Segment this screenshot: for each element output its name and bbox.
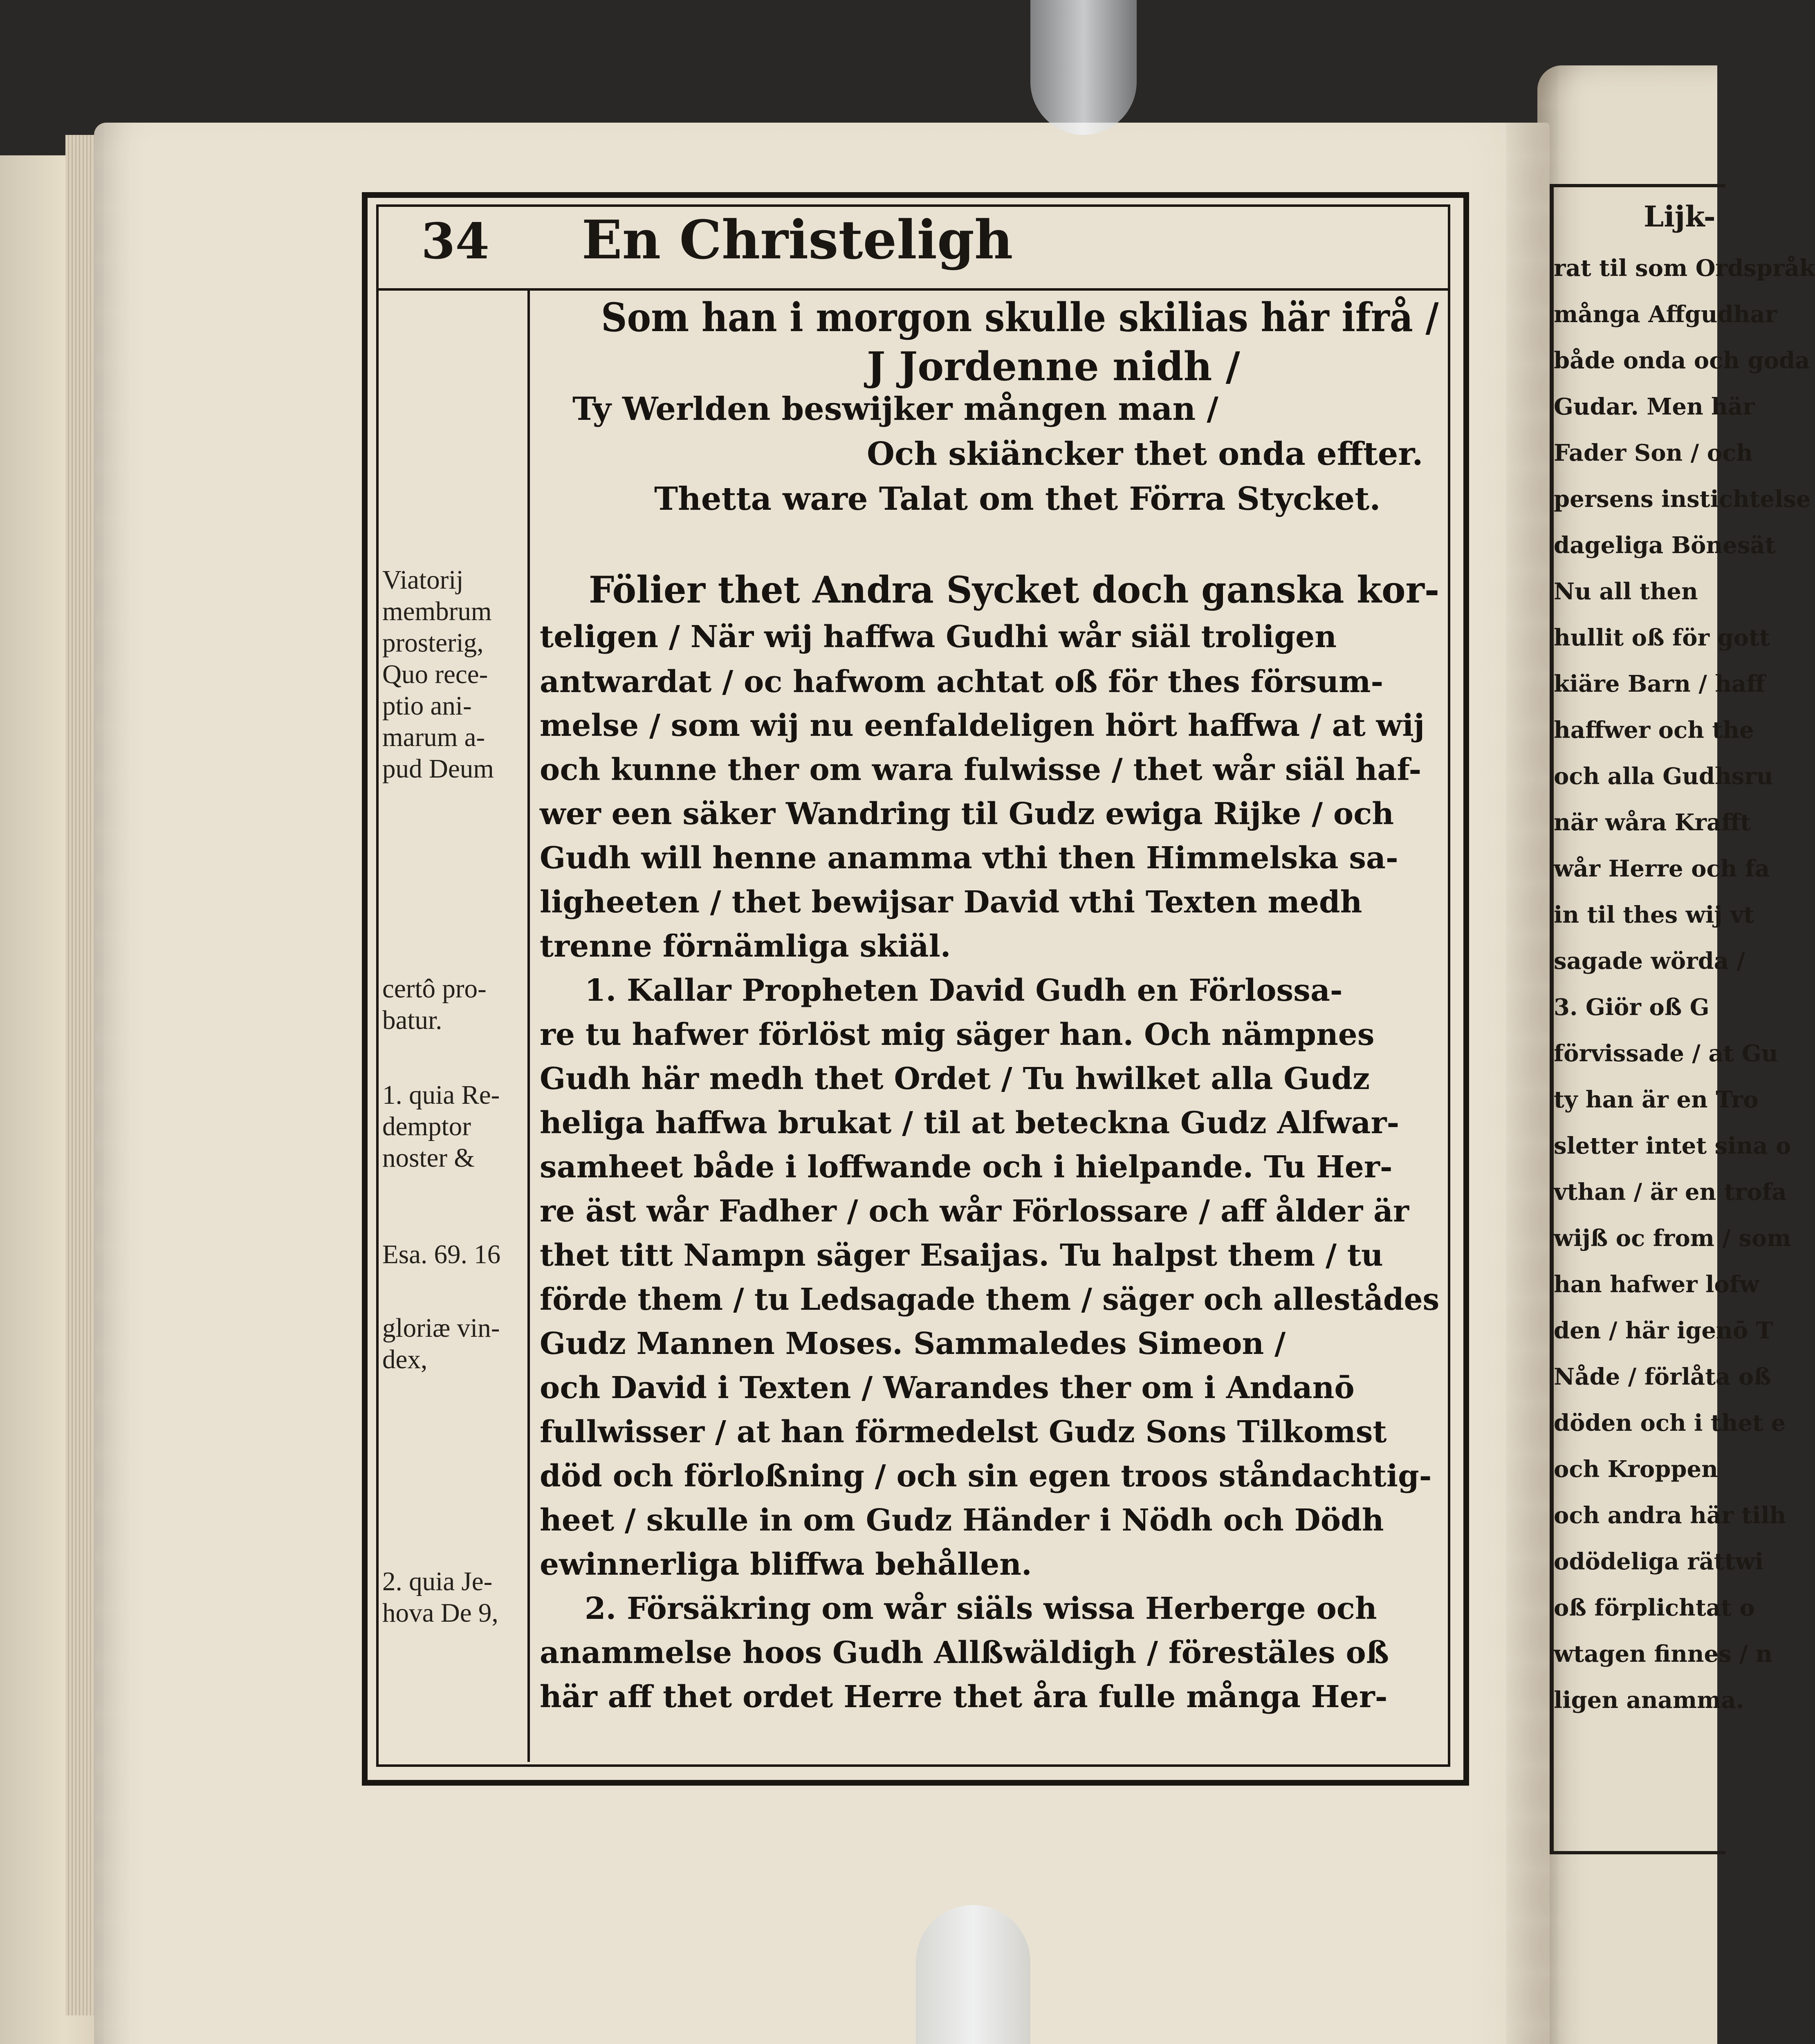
body-line: heet / skulle in om Gudz Händer i Nödh och Dödh	[540, 1503, 1384, 1538]
facing-page-line: många Affgudhar	[1554, 301, 1777, 328]
facing-page-line: och andra här tilh	[1554, 1502, 1786, 1529]
body-line: och kunne ther om wara fulwisse / thet wår siäl haf-	[540, 752, 1422, 787]
body-line: ewinnerliga bliffwa behållen.	[540, 1547, 1032, 1582]
page-number: 34	[421, 213, 489, 270]
margin-note	[382, 1312, 523, 1375]
facing-page-line: han hafwer lofw	[1554, 1271, 1759, 1298]
facing-page-line: dageliga Bönesät	[1554, 532, 1776, 559]
body-line: förde them / tu Ledsagade them / säger och allestådes	[540, 1282, 1440, 1317]
margin-note-line: membrum	[382, 596, 492, 626]
body-line: 1. Kallar Propheten David Gudh en Förlossa-	[585, 973, 1343, 1008]
running-head: En Christeligh	[581, 208, 1013, 271]
facing-page-line: in til thes wij vt	[1554, 901, 1754, 928]
margin-note-line: prosterig,	[382, 628, 484, 658]
verse-line: Ty Werlden beswijker mången man /	[572, 390, 1218, 428]
body-line: Gudh will henne anamma vthi then Himmelska sa-	[540, 840, 1398, 876]
margin-note-line: batur.	[382, 1005, 442, 1035]
facing-page-line: 3. Giör oß G	[1554, 994, 1710, 1021]
margin-column-rule	[527, 288, 530, 1762]
body-line: Gudh här medh thet Ordet / Tu hwilket alla Gudz	[540, 1061, 1370, 1096]
margin-note	[382, 1566, 523, 1629]
facing-page-line: förvissade / at Gu	[1554, 1040, 1778, 1067]
margin-note-line: demptor	[382, 1112, 471, 1141]
facing-page-line: haffwer och the	[1554, 717, 1754, 744]
margin-note-line: ptio ani-	[382, 691, 472, 721]
facing-page-head: Lijk-	[1644, 199, 1716, 233]
facing-page-line: vthan / är en trofa	[1554, 1179, 1787, 1206]
facing-page-line: den / här igenō T	[1554, 1317, 1773, 1344]
facing-page-line: Nåde / förlåta oß	[1554, 1363, 1771, 1390]
margin-note	[382, 564, 523, 784]
facing-page-line: oß förplichtat o	[1554, 1594, 1755, 1621]
margin-note	[382, 973, 523, 1036]
margin-note-line: 2. quia Je-	[382, 1567, 493, 1596]
body-line: re äst wår Fadher / och wår Förlossare / aff ålder är	[540, 1194, 1409, 1229]
margin-note	[382, 1239, 523, 1270]
facing-page-line: och alla Gudhsru	[1554, 763, 1773, 790]
body-line: thet titt Nampn säger Esaijas. Tu halpst them / tu	[540, 1238, 1383, 1273]
header-rule	[379, 288, 1448, 291]
body-line: melse / som wij nu eenfaldeligen hört haffwa / at wij	[540, 708, 1425, 743]
margin-note-line: pud Deum	[382, 754, 494, 784]
facing-page-line: både onda och goda	[1554, 347, 1810, 374]
facing-page-line: när wåra Krafft	[1554, 809, 1751, 836]
facing-page-line: kiäre Barn / haff	[1554, 670, 1766, 697]
facing-page-line: wijß oc from / som	[1554, 1225, 1791, 1252]
body-line: anammelse hoos Gudh Allßwäldigh / förestäles oß	[540, 1635, 1389, 1670]
facing-page-line: wtagen finnes / n	[1554, 1641, 1772, 1667]
body-line: här aff thet ordet Herre thet åra fulle många Her-	[540, 1679, 1388, 1715]
body-line: re tu hafwer förlöst mig säger han. Och nämpnes	[540, 1017, 1375, 1052]
margin-note-line: Esa. 69. 16	[382, 1239, 501, 1269]
body-line: antwardat / oc hafwom achtat oß för thes försum-	[540, 664, 1384, 699]
body-line: Gudz Mannen Moses. Sammaledes Simeon /	[540, 1326, 1286, 1361]
margin-note-line: noster &	[382, 1143, 475, 1173]
body-line: fullwisser / at han förmedelst Gudz Sons Tilkomst	[540, 1414, 1387, 1450]
facing-page-line: Fader Son / och	[1554, 439, 1753, 466]
verse-line: Som han i morgon skulle skilias här ifrå /	[601, 294, 1439, 341]
facing-page-line: persens instichtelse	[1554, 486, 1811, 513]
body-line: 2. Försäkring om wår siäls wissa Herberge och	[585, 1591, 1377, 1626]
body-line: teligen / När wij haffwa Gudhi wår siäl troligen	[540, 619, 1337, 654]
margin-note-line: marum a-	[382, 722, 485, 752]
body-line: heliga haffwa brukat / til at beteckna Gudz Alfwar-	[540, 1105, 1400, 1141]
page-clip-top	[1030, 0, 1137, 135]
margin-note	[382, 1079, 523, 1174]
facing-page-line: Gudar. Men här	[1554, 393, 1755, 420]
facing-page-line: ligen anamma.	[1554, 1687, 1744, 1714]
margin-note-line: hova De 9,	[382, 1598, 498, 1628]
page-clip-bottom	[916, 1905, 1030, 2044]
margin-note-line: gloriæ vin-	[382, 1313, 500, 1343]
verse-line: J Jordenne nidh /	[867, 343, 1240, 390]
facing-page-line: sagade wörda /	[1554, 948, 1745, 975]
body-line: samheet både i loffwande och i hielpande. Tu Her-	[540, 1150, 1393, 1185]
facing-page-line: Nu all then	[1554, 578, 1698, 605]
margin-note-line: Quo rece-	[382, 659, 488, 689]
body-line: ligheeten / thet bewijsar David vthi Texten medh	[540, 885, 1362, 920]
facing-page-line: hullit oß för gott	[1554, 624, 1770, 651]
facing-page-line: sletter intet sina o	[1554, 1132, 1791, 1159]
facing-page-line: och Kroppen	[1554, 1456, 1718, 1483]
margin-note-line: 1. quia Re-	[382, 1080, 500, 1110]
margin-note-line: certô pro-	[382, 974, 487, 1004]
verse-line: Thetta ware Talat om thet Förra Stycket.	[654, 480, 1381, 518]
facing-page-line: ty han är en Tro	[1554, 1086, 1759, 1113]
body-line: och David i Texten / Warandes ther om i Andanō	[540, 1370, 1355, 1405]
facing-page-line: wår Herre och fa	[1554, 855, 1770, 882]
body-line: Fölier thet Andra Sycket doch ganska kor-	[589, 568, 1440, 612]
facing-page-text	[1554, 188, 1815, 1724]
body-line: trenne förnämliga skiäl.	[540, 929, 951, 964]
body-line: wer een säker Wandring til Gudz ewiga Rijke / och	[540, 796, 1394, 831]
facing-page-line: rat til som Ordspråk	[1554, 255, 1815, 282]
verse-line: Och skiäncker thet onda effter.	[867, 435, 1423, 473]
facing-page-line: döden och i thet e	[1554, 1410, 1786, 1437]
body-line: död och förloßning / och sin egen troos ståndachtig-	[540, 1459, 1432, 1494]
margin-note-line: dex,	[382, 1345, 428, 1374]
margin-note-line: Viatorij	[382, 565, 464, 595]
facing-page-line: odödeliga rättwi	[1554, 1548, 1764, 1575]
